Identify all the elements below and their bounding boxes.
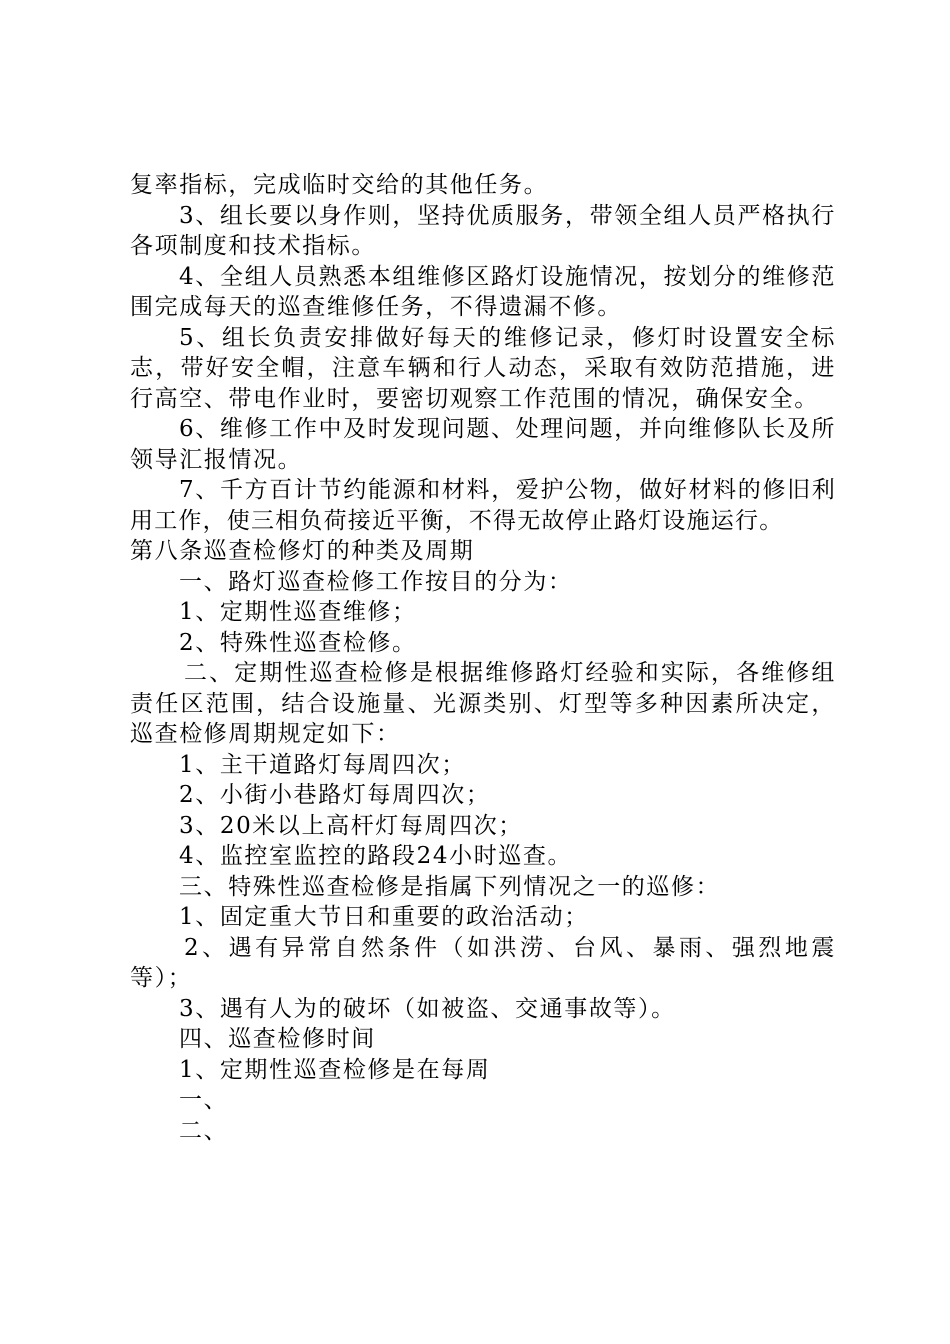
paragraph-continuation: 复率指标，完成临时交给的其他任务。 xyxy=(130,172,549,198)
list-item: 2、小街小巷路灯每周四次； xyxy=(179,782,491,808)
list-item: 1、定期性巡查检修是在每周 xyxy=(179,1056,491,1083)
list-item: 3、20米以上高杆灯每周四次； xyxy=(179,812,523,839)
paragraph-item-4: 4、全组人员熟悉本组维修区路灯设施情况，按划分的维修范围完成每天的巡查维修任务，不得遗漏不修。 xyxy=(130,263,836,320)
paragraph-item-7: 7、千方百计节约能源和材料，爱护公物，做好材料的修旧利用工作，使三相负荷接近平衡，不得无故停止路灯设施运行。 xyxy=(130,477,836,534)
document-body xyxy=(130,170,836,1146)
paragraph-item-5: 5、组长负责安排做好每天的维修记录，修灯时设置安全标志，带好安全帽，注意车辆和行人动态，采取有效防范措施，进行高空、带电作业时，要密切观察工作范围的情况，确保安全。 xyxy=(130,324,836,412)
list-item: 1、主干道路灯每周四次； xyxy=(179,751,466,778)
list-item: 二、 xyxy=(179,1117,229,1144)
list-item: 1、固定重大节日和重要的政治活动； xyxy=(179,904,589,930)
paragraph-section-1: 一、路灯巡查检修工作按目的分为： xyxy=(179,568,573,595)
paragraph-section-3: 三、特殊性巡查检修是指属下列情况之一的巡修： xyxy=(179,873,721,900)
list-item: 3、遇有人为的破坏（如被盗、交通事故等）。 xyxy=(179,995,676,1022)
section-heading-article-8: 第八条巡查检修灯的种类及周期 xyxy=(130,538,475,564)
list-item: 2、特殊性巡查检修。 xyxy=(179,629,417,656)
paragraph-item-6: 6、维修工作中及时发现问题、处理问题，并向维修队长及所领导汇报情况。 xyxy=(130,416,836,473)
list-item: 2、遇有异常自然条件（如洪涝、台风、暴雨、强烈地震等）； xyxy=(130,934,836,991)
paragraph-item-3: 3、组长要以身作则，坚持优质服务，带领全组人员严格执行各项制度和技术指标。 xyxy=(130,202,836,259)
list-item: 一、 xyxy=(179,1087,229,1113)
paragraph-section-4: 四、巡查检修时间 xyxy=(179,1026,376,1052)
paragraph-section-2: 二、定期性巡查检修是根据维修路灯经验和实际，各维修组责任区范围，结合设施量、光源类别、灯型等多种因素所决定，巡查检修周期规定如下： xyxy=(130,660,836,747)
list-item: 4、监控室监控的路段24小时巡查。 xyxy=(179,843,573,869)
list-item: 1、定期性巡查维修； xyxy=(179,599,417,625)
